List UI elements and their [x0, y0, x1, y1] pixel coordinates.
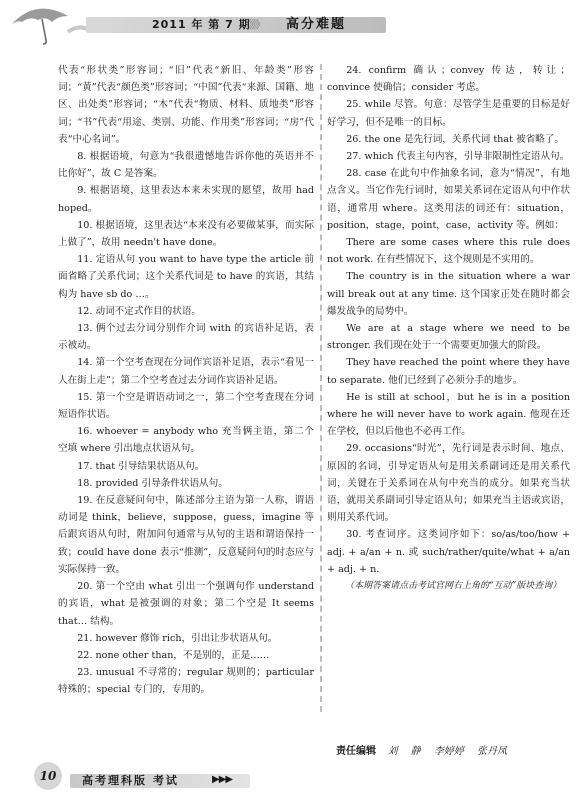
paragraph: 17. that 引导结果状语从句。: [77, 460, 205, 472]
left-column: [58, 62, 314, 699]
paragraph: There are some cases where this rule does not work. 在有些情况下，这个规则是不实用的。: [327, 237, 570, 266]
paragraph: 代表“形状类”形容词；“旧”代表“新旧、年龄类”形容词；“黄”代表“颜色类”形容词；“中国”代表“来源、国籍、地区、出处类”形容词；“木”代表“物质、材料、质地类”形容词；“书”代表“用途、类别、功能、作用类”形容词；“房”代表“中心名词”。: [58, 65, 314, 145]
paragraph: The country is in the situation where a war will break out at any time. 这个国家正处在随时都会爆发战争的局势中。: [327, 271, 570, 317]
section-title: 高分难题: [286, 17, 347, 32]
editor-label: 责任编辑: [336, 746, 376, 757]
editor-credit: [336, 742, 507, 757]
paragraph: 30. 考查词序。这类词序如下：so/as/too/how + adj. + a/an + n. 或 such/rather/quite/what + a/an + adj. + n.: [327, 529, 570, 575]
paragraph: He is still at school，but he is in a position where he will never have to work again. 他现在还在学校，但以后他也不必再工作。: [327, 391, 570, 438]
paragraph: 29. occasions“时光”，先行词是表示时间、地点、原因的名词，引导定语从句是用关系副词还是用关系代词，关键在于关系词在从句中充当的成分。如果充当状语，就用关系副词引导定语从句；如果充当主语或宾语，则用关系代词。: [327, 443, 570, 524]
paragraph: 26. the one 是先行词，关系代词 that 被省略了。: [346, 133, 564, 145]
paragraph: 21. however 修饰 rich，引出让步状语从句。: [77, 632, 278, 644]
issue-label: 2011 年 第 7 期: [152, 18, 251, 31]
editor-names: 刘 静 李婷婷 张丹凤: [387, 746, 508, 757]
paragraph: 22. none other than，不是别的，正是……: [77, 649, 270, 661]
arrow-icon: ▶▶▶: [212, 774, 233, 785]
paragraph: 14. 第一个空考查现在分词作宾语补足语，表示“看见一人在街上走”；第二个空考查过去分词作宾语补足语。: [58, 357, 314, 386]
right-column: [327, 62, 570, 595]
paragraph: 24. confirm 确认；convey 传达，转让；convince 使确信；consider 考虑。: [327, 65, 570, 94]
paragraph: 13. 俩个过去分词分别作介词 with 的宾语补足语，表示被动。: [58, 323, 314, 352]
paragraph: 20. 第一个空由 what 引出一个强调句作 understand 的宾语，what 是被强调的对象；第二个空是 It seems that… 结构。: [58, 581, 314, 627]
column-divider: [320, 64, 324, 712]
paragraph: 28. case 在此句中作抽象名词，意为“情况”，有地点含义。当它作先行词时，如果关系词在定语从句中作状语，通常用 where。这类用法的词还有：situation，position，stage，point，case，activity 等。例如：: [327, 168, 570, 231]
paragraph: 10. 根据语境，这里表达“本来没有必要做某事，而实际上做了”，故用 needn't have done。: [58, 219, 314, 249]
page-header: [0, 0, 581, 46]
chevron-icon: 》》》: [248, 18, 264, 31]
page-number: 10: [34, 762, 62, 790]
paragraph: 27. which 代表主句内容，引导非限制性定语从句。: [346, 151, 570, 163]
paragraph: 9. 根据语境，这里表达本来未实现的愿望，故用 had hoped。: [58, 185, 314, 214]
paragraph: 18. provided 引导条件状语从句。: [77, 477, 228, 489]
paragraph: 15. 第一个空是谓语动词之一，第二个空考查现在分词短语作状语。: [58, 391, 314, 421]
paragraph: 12. 动词不定式作目的状语。: [77, 305, 202, 317]
paragraph: 8. 根据语境，句意为“我很遗憾地告诉你他的英语并不比你好”，故 C 是答案。: [58, 151, 314, 180]
paragraph: We are at a stage where we need to be stronger. 我们现在处于一个需要更加强大的阶段。: [327, 323, 570, 352]
paragraph: They have reached the point where they have to separate. 他们已经到了必须分手的地步。: [327, 357, 570, 386]
paragraph: 11. 定语从句 you want to have type the article 前面省略了关系代词；这个关系代词是 to have 的宾语，其结构为 have sb do …。: [58, 254, 314, 300]
paragraph: 25. while 尽管。句意：尽管学生是重要的目标是好好学习，但不是唯一的目标。: [327, 99, 570, 128]
paragraph: 23. unusual 不寻常的；regular 规则的；particular 特殊的；special 专门的，专用的。: [58, 667, 314, 696]
publication-name: 高考理科版 考试: [82, 774, 179, 787]
umbrella-icon: [6, 2, 92, 46]
paragraph: 19. 在反意疑问句中，陈述部分主语为第一人称，谓语动词是 think，believe，suppose，guess，imagine 等后跟宾语从句时，附加问句通常与从句的主语和谓语保持一致；could have done 表示“推测”，反意疑问句的时态应与实际保持一致。: [58, 495, 314, 575]
paragraph: 16. whoever = anybody who 充当俩主语，第二个空填 where 引出地点状语从句。: [58, 426, 314, 455]
paragraph: （本期答案请点击考试官网右上角的“互动”版块查询）: [345, 581, 562, 592]
